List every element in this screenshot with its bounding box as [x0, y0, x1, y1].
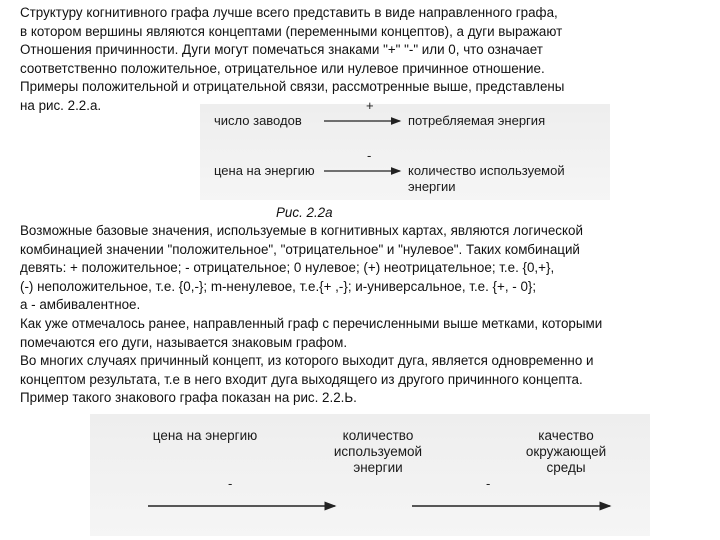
text-line: девять: + положительное; - отрицательное; 0 нулевое; (+) неотрицательное; т.е. {0,+},: [20, 260, 555, 276]
figure-b-node-3-line3: среды: [546, 460, 586, 475]
figure-a-sign-minus: -: [367, 148, 372, 163]
figure-a-sign-plus: +: [366, 98, 374, 113]
text-line: соответственно положительное, отрицательное или нулевое причинное отношение.: [20, 60, 545, 76]
text-line: Структуру когнитивного графа лучше всего представить в виде направленного графа,: [20, 5, 558, 20]
text-line: Пример такого знакового графа показан на рис. 2.2.Ь.: [20, 390, 357, 406]
figure-b-node-2-line2: используемой: [333, 444, 423, 459]
text-line: Отношения причинности. Дуги могут помечаться знаками "+" "-" или 0, что означает: [20, 42, 543, 58]
figure-b-node-1: цена на энергию: [152, 428, 258, 443]
figure-a-source-1: число заводов: [214, 113, 302, 128]
text-line: а - амбивалентное.: [20, 297, 141, 313]
figure-a-caption: Рис. 2.2а: [276, 205, 333, 220]
text-line: Примеры положительной и отрицательной связи, рассмотренные выше, представлены: [20, 79, 565, 95]
figure-b-node-3-line1: качество: [538, 428, 594, 443]
text-line: в котором вершины являются концептами (переменными концептов), а дуги выражают: [20, 23, 563, 39]
text-line: помечаются его дуги, называется знаковым графом.: [20, 334, 348, 350]
text-line: Как уже отмечалось ранее, направленный граф с перечисленными выше метками, которыми: [20, 315, 603, 331]
figure-b-node-3-line2: окружающей: [525, 444, 607, 459]
figure-b-sign-2: -: [486, 476, 491, 491]
figure-a-target-2-line2: энергии: [408, 179, 456, 194]
figure-a-source-2: цена на энергию: [214, 163, 315, 178]
figure-a-target-2-line1: количество используемой: [408, 163, 565, 178]
text-line: (-) неположительное, т.е. {0,-}; m-ненулевое, т.е.{+ ,-}; и-универсальное, т.е. {+, - 0};: [20, 278, 537, 294]
text-line: на рис. 2.2.а.: [20, 97, 102, 113]
figure-a-target-1: потребляемая энергия: [408, 113, 546, 128]
text-line: Возможные базовые значения, используемые в когнитивных картах, являются логической: [20, 223, 583, 238]
figure-b-node-2-line1: количество: [342, 428, 414, 443]
figure-b-node-2-line3: энергии: [353, 460, 403, 475]
text-line: Во многих случаях причинный концепт, из которого выходит дуга, является одновременно и: [20, 353, 594, 369]
figure-b-sign-1: -: [228, 476, 233, 491]
text-line: концептом результата, т.е в него входит дуга выходящего из другого причинного концепта.: [20, 371, 583, 387]
text-line: комбинацией значении "положительное", "отрицательное" и "нулевое". Таких комбинаций: [20, 241, 580, 257]
